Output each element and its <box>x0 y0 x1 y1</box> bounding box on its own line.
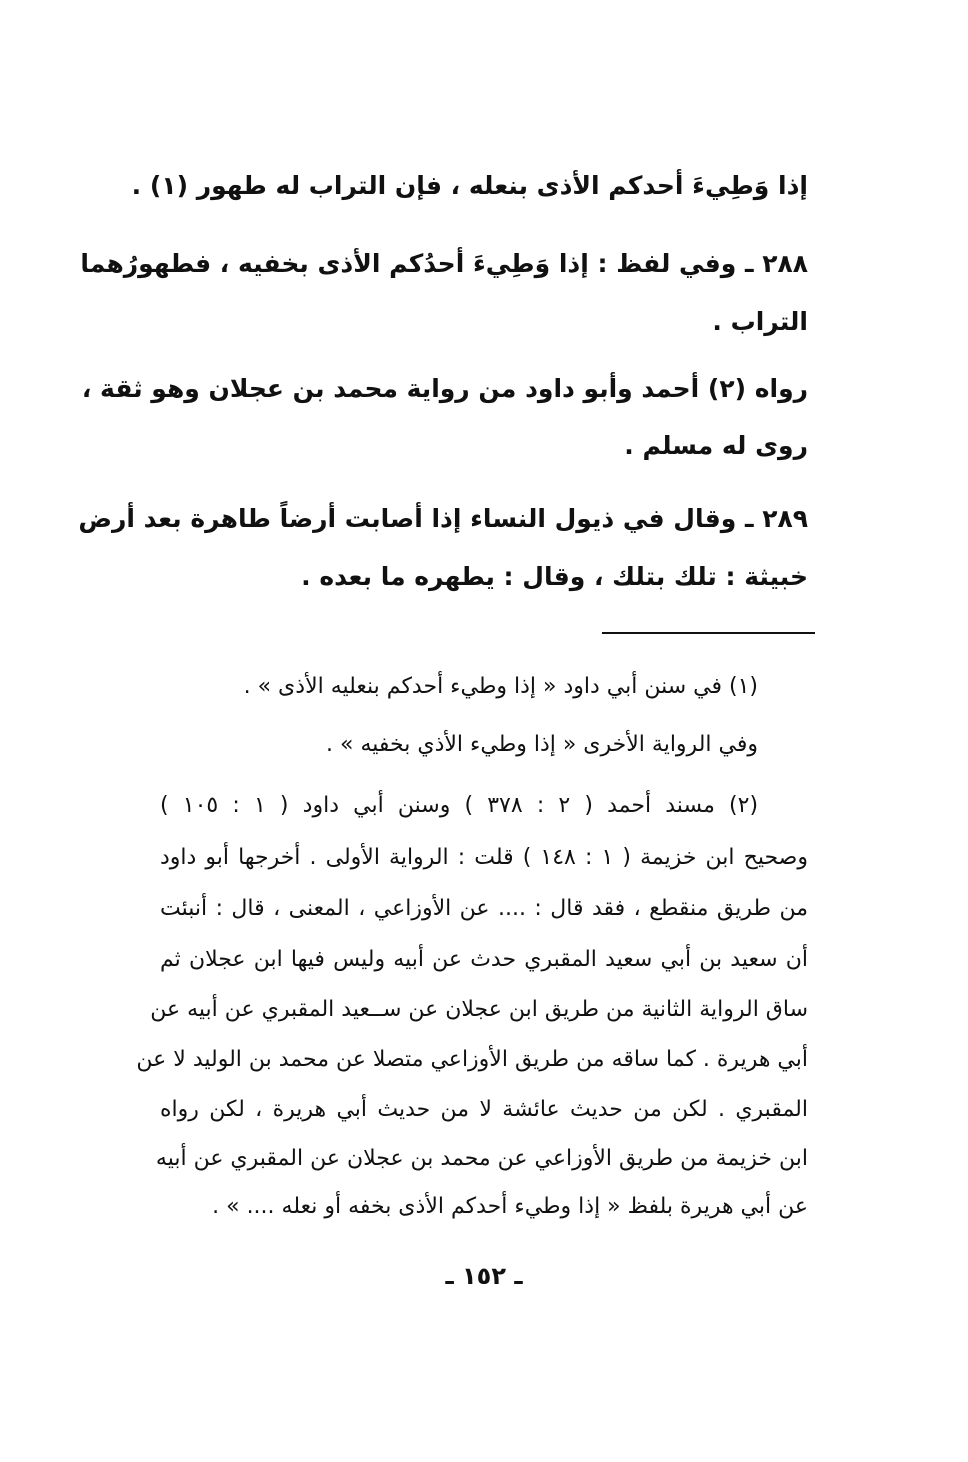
footnote-1-line-2: وفي الرواية الأخرى « إذا وطيء الأذي بخفيه » . <box>326 732 758 757</box>
hadith-288-line-2: التراب . <box>712 307 808 336</box>
hadith-289-line-2: خبيثة : تلك بتلك ، وقال : يطهره ما بعده . <box>301 562 808 591</box>
footnote-2-line-9: عن أبي هريرة بلفظ « إذا وطيء أحدكم الأذى بخفه أو نعله .... » . <box>212 1194 808 1219</box>
footnote-2-line-3: من طريق منقطع ، فقد قال : .... عن الأوزاعي ، المعنى ، قال : أنبئت <box>160 896 808 921</box>
footnote-1-line-1: (١) في سنن أبي داود « إذا وطيء أحدكم بنعليه الأذى » . <box>243 674 758 699</box>
footnote-2-line-7: المقبري . لكن من حديث عائشة لا من حديث أبي هريرة ، لكن رواه <box>160 1097 808 1122</box>
footnote-2-line-6: أبي هريرة . كما ساقه من طريق الأوزاعي متصلا عن محمد بن الوليد لا عن <box>136 1047 808 1072</box>
narration-line-2: روى له مسلم . <box>624 431 808 460</box>
footnote-2-line-8: ابن خزيمة من طريق الأوزاعي عن محمد بن عجلان عن المقبري عن أبيه <box>155 1146 808 1171</box>
footnote-2-line-4: أن سعيد بن أبي سعيد المقبري حدث عن أبيه وليس فيها ابن عجلان ثم <box>160 947 808 972</box>
footnote-2-line-5: ساق الرواية الثانية من طريق ابن عجلان عن ســعيد المقبري عن أبيه عن <box>150 997 808 1022</box>
narration-line-1: رواه (٢) أحمد وأبو داود من رواية محمد بن عجلان وهو ثقة ، <box>81 374 808 403</box>
main-line-1: إذا وَطِيءَ أحدكم الأذى بنعله ، فإن التراب له طهور (١) . <box>131 171 808 200</box>
footnote-separator <box>602 632 815 634</box>
hadith-288-line-1: ٢٨٨ ـ وفي لفظ : إذا وَطِيءَ أحدُكم الأذى بخفيه ، فطهورُهما <box>80 249 808 278</box>
footnote-2-line-2: وصحيح ابن خزيمة ( ١ : ١٤٨ ) قلت : الرواية الأولى . أخرجها أبو داود <box>160 845 808 870</box>
hadith-289-line-1: ٢٨٩ ـ وقال في ذيول النساء إذا أصابت أرضاً طاهرة بعد أرض <box>78 504 808 533</box>
page-number: ـ ١٥٢ ـ <box>445 1262 523 1290</box>
footnote-2-line-1: (٢) مسند أحمد ( ٢ : ٣٧٨ ) وسنن أبي داود ( ١ : ١٠٥ ) <box>160 793 759 818</box>
